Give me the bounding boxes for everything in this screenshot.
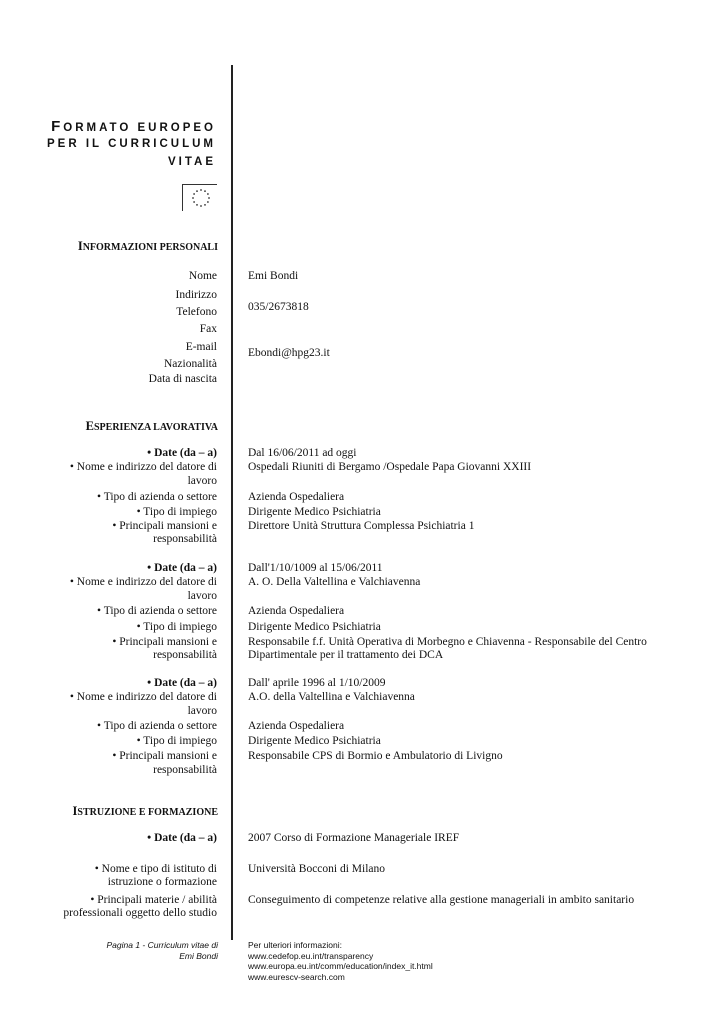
doc-title-line-3: VITAE [167,156,216,168]
entry-2-dates: Dall'1/10/1009 al 15/06/2011 [248,562,383,574]
doc-title-line-1: FORMATO EUROPEO [51,118,216,135]
entry-1-employer: Ospedali Riuniti di Bergamo /Ospedale Papa Giovanni XXIII [248,461,532,473]
footer-owner-name: Emi Bondi [179,951,218,961]
footer-link-eurescv[interactable]: www.eurescv-search.com [248,971,345,982]
footer-links [248,940,433,982]
label-job-type: • Tipo di impiego [136,735,217,747]
footer-page-info [18,940,218,962]
footer-link-europa[interactable]: www.europa.eu.int/comm/education/index_it.html [248,961,433,971]
label-employer-cont: lavoro [187,705,217,717]
label-birthdate: Data di nascita [148,373,217,385]
label-duties: • Principali mansioni e [112,520,217,532]
entry-3-employer: A.O. della Valtellina e Valchiavenna [248,691,415,703]
label-sector: • Tipo di azienda o settore [97,720,217,732]
eu-stars-icon [189,187,213,209]
entry-1-dates: Dal 16/06/2011 ad oggi [248,447,357,459]
entry-1-job-type: Dirigente Medico Psichiatria [248,506,381,518]
label-job-type: • Tipo di impiego [136,621,217,633]
entry-1-duties: Direttore Unità Struttura Complessa Psichiatria 1 [248,520,475,532]
label-employer: • Nome e indirizzo del datore di [69,691,217,703]
entry-3-sector: Azienda Ospedaliera [248,720,345,732]
value-phone: 035/2673818 [248,301,309,313]
edu-dates: 2007 Corso di Formazione Manageriale IREF [248,832,460,844]
value-email: Ebondi@hpg23.it [248,347,330,359]
label-subjects: • Principali materie / abilità [90,894,217,906]
label-duties: • Principali mansioni e [112,750,217,762]
label-subjects-cont: professionali oggetto dello studio [63,907,217,919]
entry-3-duties: Responsabile CPS di Bormio e Ambulatorio di Livigno [248,750,503,762]
label-duties: • Principali mansioni e [112,636,217,648]
label-employer-cont: lavoro [187,590,217,602]
edu-subjects: Conseguimento di competenze relative alla gestione manageriali in ambito sanitario [248,894,635,906]
label-duties-cont: responsabilità [153,533,217,545]
doc-title-line-2: PER IL CURRICULUM [47,138,216,150]
label-name: Nome [188,270,217,282]
label-edu-dates: • Date (da – a) [147,832,217,844]
label-duties-cont: responsabilità [153,764,217,776]
label-employer: • Nome e indirizzo del datore di [69,461,217,473]
label-institute: • Nome e tipo di istituto di [94,863,217,875]
edu-institute: Università Bocconi di Milano [248,863,386,875]
label-email: E-mail [185,341,217,353]
footer-more-info: Per ulteriori informazioni: [248,940,343,950]
label-address: Indirizzo [175,289,217,301]
section-personal-info: INFORMAZIONI PERSONALI [77,239,218,253]
section-work-experience: ESPERIENZA LAVORATIVA [85,419,218,433]
entry-2-duties-cont: Dipartimentale per il trattamento dei DCA [248,649,444,661]
label-dates: • Date (da – a) [147,447,217,459]
label-institute-cont: istruzione o formazione [107,876,217,888]
label-sector: • Tipo di azienda o settore [97,605,217,617]
label-employer-cont: lavoro [187,475,217,487]
section-education: ISTRUZIONE E FORMAZIONE [72,804,218,818]
entry-3-dates: Dall' aprile 1996 al 1/10/2009 [248,677,386,689]
label-phone: Telefono [176,306,217,318]
entry-2-sector: Azienda Ospedaliera [248,605,345,617]
entry-3-job-type: Dirigente Medico Psichiatria [248,735,381,747]
eu-flag-logo [182,184,217,211]
footer-page-label: Pagina 1 - Curriculum vitae di [106,940,218,950]
vertical-divider [231,65,233,940]
label-sector: • Tipo di azienda o settore [97,491,217,503]
label-duties-cont: responsabilità [153,649,217,661]
label-dates: • Date (da – a) [147,677,217,689]
label-job-type: • Tipo di impiego [136,506,217,518]
entry-1-sector: Azienda Ospedaliera [248,491,345,503]
entry-2-employer: A. O. Della Valtellina e Valchiavenna [248,576,421,588]
label-fax: Fax [199,323,217,335]
value-name: Emi Bondi [248,270,299,282]
label-employer: • Nome e indirizzo del datore di [69,576,217,588]
label-dates: • Date (da – a) [147,562,217,574]
entry-2-duties: Responsabile f.f. Unità Operativa di Morbegno e Chiavenna - Responsabile del Centro [248,636,647,648]
footer-link-cedefop[interactable]: www.cedefop.eu.int/transparency [248,950,374,961]
label-nationality: Nazionalità [163,358,217,370]
entry-2-job-type: Dirigente Medico Psichiatria [248,621,381,633]
